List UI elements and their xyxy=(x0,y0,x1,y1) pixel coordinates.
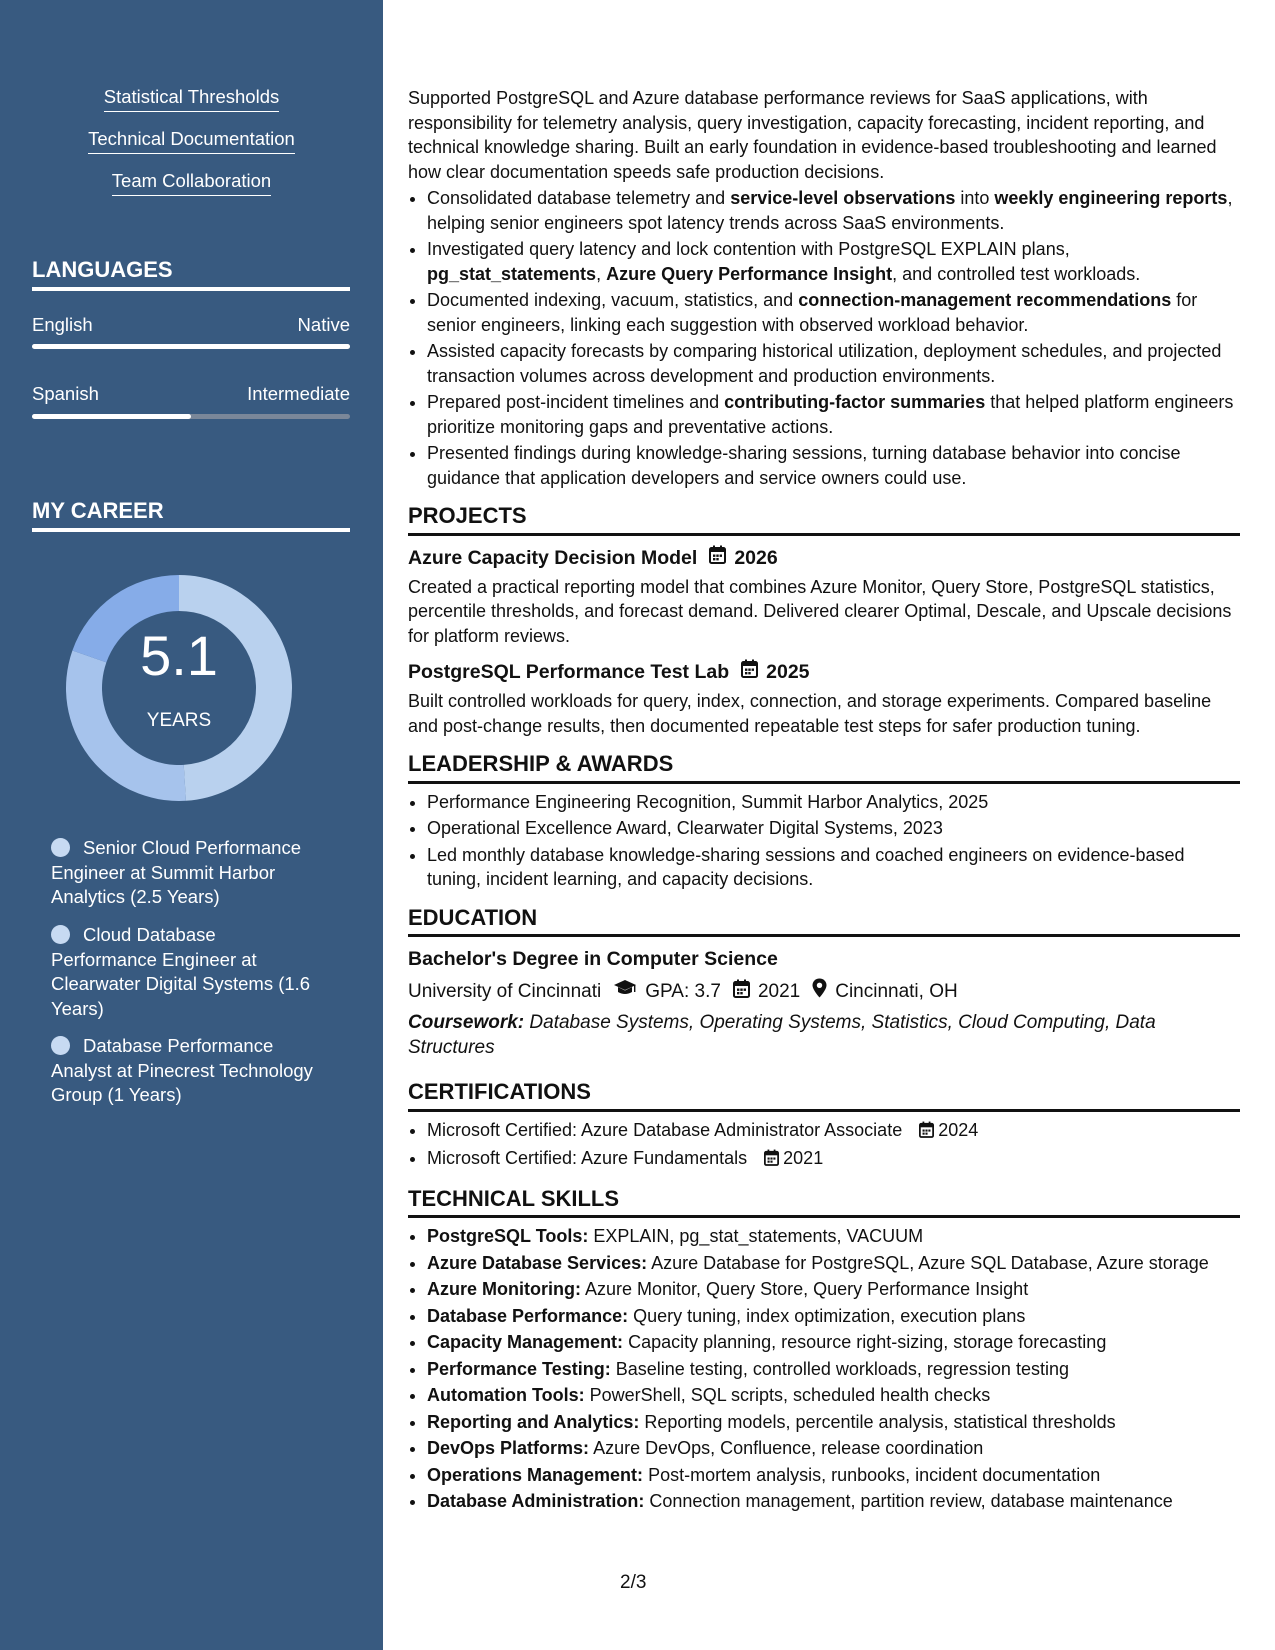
leadership-heading: LEADERSHIP & AWARDS xyxy=(408,752,1240,784)
bullet-text: into xyxy=(955,188,995,208)
languages-heading: LANGUAGES xyxy=(32,257,350,291)
project-title: PostgreSQL Performance Test Lab xyxy=(408,661,730,683)
bullet-dot-icon xyxy=(51,1036,70,1055)
language-level: Native xyxy=(297,314,350,335)
bullet-text: , xyxy=(596,263,607,284)
education-coursework xyxy=(408,1011,1240,1060)
bullet-highlight: contributing-factor summaries xyxy=(724,392,986,412)
education-degree: Bachelor's Degree in Computer Science xyxy=(408,948,778,970)
education-school: University of Cincinnati xyxy=(408,981,602,1002)
project-description: Built controlled workloads for query, index, connection, and storage experiments. Compared baseline and post-change results, then documented repeatable test steps for safer production tuning. xyxy=(408,691,1212,736)
language-proficiency-fill xyxy=(32,414,191,419)
skills-heading: TECHNICAL SKILLS xyxy=(408,1187,1240,1219)
career-item-text: Senior Cloud Performance Engineer at Summit Harbor Analytics (2.5 Years) xyxy=(51,837,301,907)
bullet-text: Consolidated database telemetry and xyxy=(427,188,731,208)
certification-name: Microsoft Certified: Azure Fundamentals xyxy=(427,1148,748,1168)
skill-value: Baseline testing, controlled workloads, regression testing xyxy=(615,1358,1069,1379)
skill-value: EXPLAIN, pg_stat_statements, VACUUM xyxy=(593,1226,924,1246)
career-item-text: Database Performance Analyst at Pinecrest Technology Group (1 Years) xyxy=(51,1035,313,1105)
skills-list xyxy=(408,1224,1240,1514)
sidebar xyxy=(0,0,383,1650)
strength-item: Technical Documentation xyxy=(88,128,295,154)
experience-bullet xyxy=(427,288,1240,337)
bullet-text: , and controlled test workloads. xyxy=(892,263,1141,284)
bullet-highlight: Azure Query Performance Insight xyxy=(606,263,893,284)
language-proficiency-fill xyxy=(32,344,350,349)
calendar-icon xyxy=(709,545,726,571)
experience-bullet xyxy=(427,237,1240,286)
bullet-text: Prepared post-incident timelines and xyxy=(427,392,725,412)
bullet-text: Assisted capacity forecasts by comparing historical utilization, deployment schedules, and projected transaction volumes across development and production environments. xyxy=(427,341,1222,386)
career-total-unit: YEARS xyxy=(146,710,212,731)
skill-item xyxy=(427,1330,1240,1355)
career-donut-svg xyxy=(66,575,292,801)
career-item-text: Cloud Database Performance Engineer at Clearwater Digital Systems (1.6 Years) xyxy=(51,924,311,1019)
skill-label: Database Administration: xyxy=(427,1491,645,1511)
skill-value: Connection management, partition review, database maintenance xyxy=(649,1491,1173,1511)
skill-value: Azure Monitor, Query Store, Query Performance Insight xyxy=(585,1279,1029,1299)
skill-item xyxy=(427,1436,1240,1461)
bullet-dot-icon xyxy=(51,838,70,857)
language-row xyxy=(32,383,350,405)
education-details xyxy=(408,978,1240,1006)
language-level: Intermediate xyxy=(247,383,350,404)
bullet-highlight: service-level observations xyxy=(730,188,956,208)
leadership-item: • Performance Engineering Recognition, Summit Harbor Analytics, 2025 xyxy=(427,790,1240,815)
project-title: Azure Capacity Decision Model xyxy=(408,546,698,569)
skill-label: Azure Database Services: xyxy=(427,1252,648,1273)
certification-name: Microsoft Certified: Azure Database Administrator Associate xyxy=(427,1119,903,1140)
career-item xyxy=(51,923,326,1021)
bullet-text: that helped platform engineers prioritize monitoring gaps and preventative actions. xyxy=(427,392,1234,437)
graduation-cap-icon xyxy=(613,979,637,1005)
language-proficiency-bar xyxy=(32,344,350,349)
certification-item xyxy=(427,1146,1240,1173)
calendar-icon xyxy=(741,659,758,685)
leadership-item: • Led monthly database knowledge-sharing sessions and coached engineers on evidence-based tuning, incident learning, and capacity decisions. xyxy=(427,843,1240,892)
bullet-text: for senior engineers, linking each suggestion with observed workload behavior. xyxy=(427,290,1198,335)
project-title-row xyxy=(408,545,1240,571)
skill-label: PostgreSQL Tools: xyxy=(427,1226,589,1246)
skill-item xyxy=(427,1277,1240,1302)
map-pin-icon xyxy=(812,978,827,1006)
experience-bullet xyxy=(427,186,1240,235)
career-total-years: 5.1 xyxy=(140,624,218,687)
project-title-row xyxy=(408,659,1240,685)
calendar-icon xyxy=(919,1120,934,1145)
coursework-list: Database Systems, Operating Systems, Statistics, Cloud Computing, Data Structures xyxy=(408,1012,1156,1058)
skill-label: Azure Monitoring: xyxy=(427,1279,581,1299)
bullet-highlight: weekly engineering reports xyxy=(994,188,1228,208)
strength-item: Team Collaboration xyxy=(112,170,271,196)
career-heading: MY CAREER xyxy=(32,498,350,532)
career-item xyxy=(51,836,326,910)
experience-bullet xyxy=(427,390,1240,439)
education-heading: EDUCATION xyxy=(408,906,1240,938)
education-location: Cincinnati, OH xyxy=(835,981,958,1002)
experience-bullets xyxy=(408,186,1240,490)
bullet-text: Documented indexing, vacuum, statistics, and xyxy=(427,290,799,310)
calendar-icon xyxy=(733,979,750,1006)
skill-label: Reporting and Analytics: xyxy=(427,1411,640,1432)
leadership-list xyxy=(408,790,1240,892)
education-gpa: GPA: 3.7 xyxy=(645,981,721,1002)
education-year: 2021 xyxy=(757,981,801,1002)
bullet-text: Investigated query latency and lock contention with PostgreSQL EXPLAIN plans, xyxy=(427,239,1070,259)
experience-summary: Supported PostgreSQL and Azure database performance reviews for SaaS applications, with responsibility for telemetry analysis, query investigation, capacity forecasting, incident reporting, and technical knowledge sharing. Built an early foundation in evidence-based troubleshooting and learned how clear documentation speeds safe production decisions. xyxy=(408,88,1217,182)
bullet-text: , helping senior engineers spot latency trends across SaaS environments. xyxy=(427,188,1233,233)
skill-label: Database Performance: xyxy=(427,1305,629,1326)
projects-heading: PROJECTS xyxy=(408,504,1240,536)
project-year: 2025 xyxy=(766,661,810,683)
skill-label: Performance Testing: xyxy=(427,1358,611,1379)
strength-item: Statistical Thresholds xyxy=(104,86,280,112)
skill-item xyxy=(427,1304,1240,1329)
career-item xyxy=(51,1034,326,1108)
leadership-item: • Operational Excellence Award, Clearwater Digital Systems, 2023 xyxy=(427,816,1240,841)
skill-item xyxy=(427,1383,1240,1408)
skill-value: Azure DevOps, Confluence, release coordination xyxy=(593,1438,984,1458)
language-name: Spanish xyxy=(32,383,99,404)
certifications-list xyxy=(408,1118,1240,1173)
main-content xyxy=(408,86,1240,1516)
skill-label: Operations Management: xyxy=(427,1464,644,1485)
skill-value: Capacity planning, resource right-sizing, storage forecasting xyxy=(628,1332,1107,1352)
experience-bullet xyxy=(427,441,1240,490)
bullet-highlight: connection-management recommendations xyxy=(798,290,1172,310)
skill-label: DevOps Platforms: xyxy=(427,1438,590,1458)
certifications-heading: CERTIFICATIONS xyxy=(408,1080,1240,1112)
bullet-highlight: pg_stat_statements xyxy=(427,263,597,284)
certification-item xyxy=(427,1118,1240,1145)
skill-label: Automation Tools: xyxy=(427,1385,585,1405)
skill-value: Azure Database for PostgreSQL, Azure SQL Database, Azure storage xyxy=(651,1252,1209,1273)
skill-item xyxy=(427,1489,1240,1514)
skill-value: Reporting models, percentile analysis, statistical thresholds xyxy=(644,1411,1116,1432)
skill-item xyxy=(427,1410,1240,1435)
skill-value: Query tuning, index optimization, execution plans xyxy=(633,1305,1026,1326)
bullet-dot-icon xyxy=(51,925,70,944)
skill-item xyxy=(427,1251,1240,1276)
career-donut-chart xyxy=(66,575,292,801)
certification-year: 2024 xyxy=(938,1119,979,1140)
skill-item xyxy=(427,1463,1240,1488)
skill-label: Capacity Management: xyxy=(427,1332,624,1352)
language-name: English xyxy=(32,314,93,335)
skill-item xyxy=(427,1224,1240,1249)
skill-value: Post-mortem analysis, runbooks, incident documentation xyxy=(648,1464,1101,1485)
bullet-text: Presented findings during knowledge-sharing sessions, turning database behavior into concise guidance that application developers and service owners could use. xyxy=(427,443,1181,488)
project-description: Created a practical reporting model that combines Azure Monitor, Query Store, PostgreSQL statistics, percentile thresholds, and forecast demand. Delivered clearer Optimal, Descale, and Upscale decisions for platform reviews. xyxy=(408,576,1232,646)
language-row xyxy=(32,314,350,336)
project-year: 2026 xyxy=(734,546,778,569)
certification-year: 2021 xyxy=(783,1148,824,1168)
page-number: 2/3 xyxy=(620,1572,647,1593)
experience-bullet xyxy=(427,339,1240,388)
coursework-label: Coursework: xyxy=(408,1012,525,1033)
skill-item xyxy=(427,1357,1240,1382)
skill-value: PowerShell, SQL scripts, scheduled health checks xyxy=(589,1385,991,1405)
language-proficiency-bar xyxy=(32,414,350,419)
strengths-list xyxy=(0,86,383,212)
calendar-icon xyxy=(764,1148,779,1173)
